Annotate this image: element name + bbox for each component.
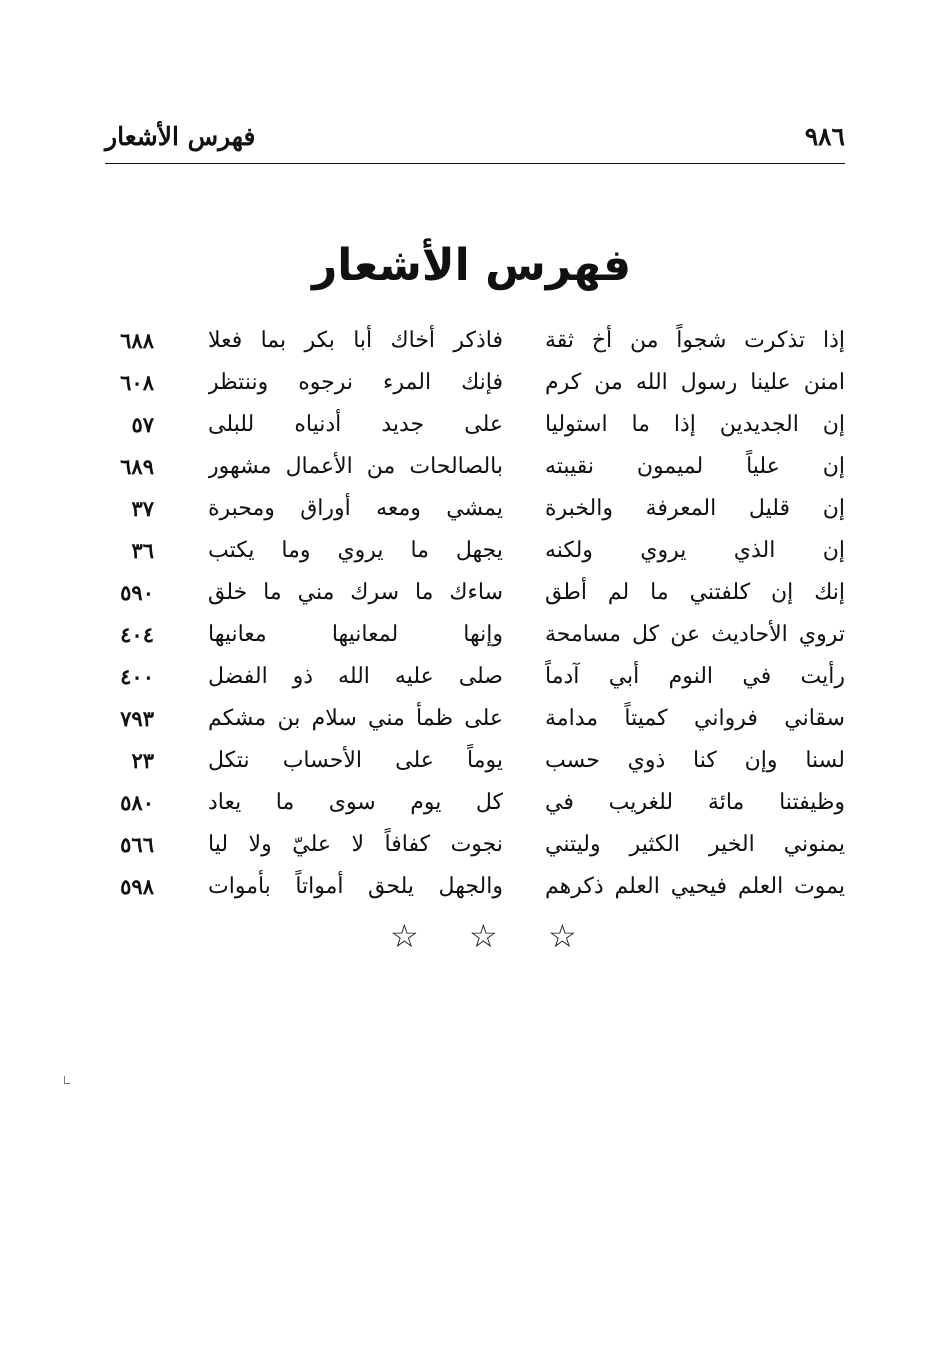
first-hemistich: لسنا وإن كنا ذوي حسب (545, 748, 845, 773)
first-hemistich: إن الذي يروي ولكنه (545, 538, 845, 563)
index-row (0, 320, 943, 362)
page-reference: ٥٩٠ (120, 580, 154, 605)
first-hemistich: يمنوني الخير الكثير وليتني (545, 832, 845, 857)
first-hemistich: إن علياً لميمون نقيبته (545, 454, 845, 479)
second-hemistich: فاذكر أخاك أبا بكر بما فعلا (208, 328, 503, 353)
index-row (0, 488, 943, 530)
first-hemistich: امنن علينا رسول الله من كرم (545, 370, 845, 395)
second-hemistich: على جديد أدنياه للبلى (208, 412, 503, 437)
index-row (0, 782, 943, 824)
second-hemistich: يمشي ومعه أوراق ومحبرة (208, 496, 503, 521)
first-hemistich: يموت العلم فيحيي العلم ذكرهم (545, 874, 845, 899)
page-reference: ٣٦ (131, 538, 154, 563)
page-reference: ٦٨٩ (120, 454, 154, 479)
first-hemistich: سقاني فرواني كميتاً مدامة (545, 706, 845, 731)
running-title: فهرس الأشعار (105, 122, 256, 151)
second-hemistich: ساءك ما سرك مني ما خلق (208, 580, 503, 605)
second-hemistich: بالصالحات من الأعمال مشهور (208, 454, 503, 479)
index-row (0, 446, 943, 488)
index-row (0, 572, 943, 614)
index-row (0, 614, 943, 656)
second-hemistich: فإنك المرء نرجوه وننتظر (208, 370, 503, 395)
second-hemistich: وإنها لمعانيها معانيها (208, 622, 503, 647)
second-hemistich: والجهل يلحق أمواتاً بأموات (208, 874, 503, 899)
index-row (0, 362, 943, 404)
second-hemistich: يوماً على الأحساب نتكل (208, 748, 503, 773)
star-outline-icon: ☆ (548, 917, 577, 955)
page-reference: ٦٨٨ (120, 328, 154, 353)
page-reference: ٦٠٨ (120, 370, 154, 395)
first-hemistich: تروي الأحاديث عن كل مسامحة (545, 622, 845, 647)
header-rule (105, 163, 845, 164)
star-outline-icon: ☆ (469, 917, 498, 955)
page-reference: ٢٣ (131, 748, 154, 773)
first-hemistich: إنك إن كلفتني ما لم أطق (545, 580, 845, 605)
first-hemistich: رأيت في النوم أبي آدماً (545, 664, 845, 689)
second-hemistich: كل يوم سوى ما يعاد (208, 790, 503, 815)
index-row (0, 866, 943, 908)
first-hemistich: وظيفتنا مائة للغريب في (545, 790, 845, 815)
index-row (0, 740, 943, 782)
page-title: فهرس الأشعار (311, 240, 632, 291)
second-hemistich: نجوت كفافاً لا عليّ ولا ليا (208, 832, 503, 857)
running-header (105, 122, 845, 162)
page-reference: ٤٠٠ (120, 664, 154, 689)
index-row (0, 698, 943, 740)
page-reference: ٥٩٨ (120, 874, 154, 899)
page-reference: ٥٨٠ (120, 790, 154, 815)
index-row (0, 404, 943, 446)
second-hemistich: على ظمأ مني سلام بن مشكم (208, 706, 503, 731)
page-reference: ٤٠٤ (120, 622, 154, 647)
index-row (0, 824, 943, 866)
page-reference: ٣٧ (131, 496, 154, 521)
second-hemistich: يجهل ما يروي وما يكتب (208, 538, 503, 563)
page-reference: ٥٧ (131, 412, 154, 437)
index-row (0, 530, 943, 572)
page-reference: ٥٦٦ (120, 832, 154, 857)
second-hemistich: صلى عليه الله ذو الفضل (208, 664, 503, 689)
index-row (0, 656, 943, 698)
page-reference: ٧٩٣ (120, 706, 154, 731)
star-outline-icon: ☆ (390, 917, 419, 955)
first-hemistich: إن الجديدين إذا ما استوليا (545, 412, 845, 437)
first-hemistich: إذا تذكرت شجواً من أخ ثقة (545, 328, 845, 353)
scan-speck (64, 1076, 70, 1084)
end-separator (0, 916, 943, 956)
page-number: ٩٨٦ (804, 122, 845, 151)
first-hemistich: إن قليل المعرفة والخبرة (545, 496, 845, 521)
